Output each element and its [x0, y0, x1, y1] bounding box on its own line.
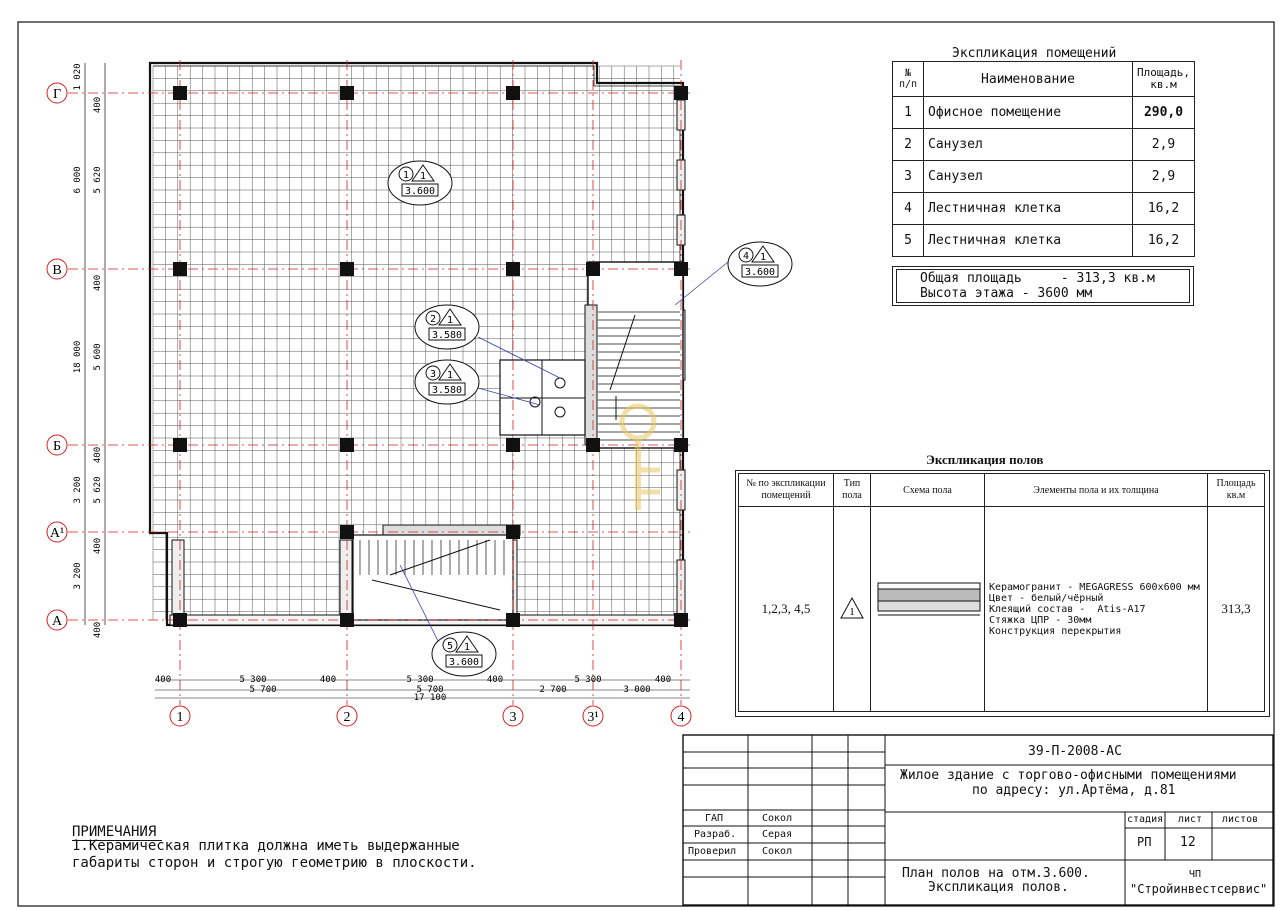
floor-mark-type: 1	[759, 252, 767, 263]
staff-name-2: Серая	[762, 829, 793, 840]
staff-role-2: Разраб.	[694, 829, 737, 840]
dim-text-bottom-2: 5 700	[249, 685, 277, 695]
dim-text-bottom-1: 400	[154, 675, 172, 685]
axis-label-row: А¹	[49, 526, 65, 541]
rooms-row-5-num: 5	[893, 225, 924, 257]
axis-label-row: В	[52, 263, 62, 278]
org-line-2: "Стройинвестсервис"	[1130, 882, 1268, 896]
project-title-1: Жилое здание с торгово-офисными помещениями	[900, 768, 1237, 783]
dim-text-bottom-1: 400	[319, 675, 337, 685]
project-title-2: по адресу: ул.Артёма, д.81	[972, 783, 1176, 798]
floor-mark-type: 1	[446, 370, 454, 381]
dim-text-left-outer: 3 200	[73, 476, 83, 504]
dim-text-bottom-2: 3 000	[623, 685, 651, 695]
rooms-row-4-area: 16,2	[1133, 193, 1195, 225]
floor-element-3: Клеящий состав - Atis-A17	[989, 603, 1146, 615]
rooms-row-3-area: 2,9	[1133, 161, 1195, 193]
axis-label-col: 1	[176, 710, 184, 725]
floors-row-rooms: 1,2,3, 4,5	[739, 507, 834, 712]
rooms-row-3-name: Санузел	[924, 161, 1133, 193]
floor-mark-level: 3.600	[448, 657, 480, 668]
dim-text-left-inner: 5 600	[93, 343, 103, 371]
axis-label-row: А	[51, 614, 63, 629]
floor-mark-num: 3	[429, 369, 437, 380]
floor-mark-type: 1	[446, 315, 454, 326]
floor-mark-num: 1	[402, 170, 410, 181]
rooms-header-area: Площадь, кв.м	[1133, 62, 1195, 97]
project-code: 39-П-2008-АС	[1028, 744, 1122, 759]
dim-text-left-inner: 5 620	[93, 166, 103, 194]
dim-text-left-inner: 400	[93, 446, 103, 464]
rooms-row-2-num: 2	[893, 129, 924, 161]
notes-line-1: 1.Керамическая плитка должна иметь выдержанные	[72, 838, 460, 854]
floor-element-4: Стяжка ЦПР - 30мм	[989, 614, 1092, 626]
rooms-row-4-name: Лестничная клетка	[924, 193, 1133, 225]
floors-header-type: Тип пола	[834, 474, 871, 507]
dim-text-bottom-1: 400	[486, 675, 504, 685]
staff-name-1: Сокол	[762, 813, 793, 824]
floor-mark-level: 3.580	[431, 385, 463, 396]
dim-text-left-inner: 5 620	[93, 476, 103, 504]
floors-row-area: 313,3	[1208, 507, 1265, 712]
dim-text-left-outer: 3 200	[73, 562, 83, 590]
dim-text-bottom-1: 5 300	[239, 675, 267, 685]
axis-label-row: Б	[52, 439, 62, 454]
rooms-row-2-name: Санузел	[924, 129, 1133, 161]
floor-mark-num: 5	[446, 641, 454, 652]
floor-height: Высота этажа - 3600 мм	[920, 286, 1093, 301]
floors-header-rooms: № по экспликации помещений	[739, 474, 834, 507]
dim-text-left-inner: 400	[93, 621, 103, 639]
sheet-label: лист	[1178, 814, 1203, 825]
floor-mark-num: 4	[742, 251, 750, 262]
floor-element-5: Конструкция перекрытия	[989, 625, 1122, 637]
floor-mark-num: 2	[429, 314, 437, 325]
rooms-row-3-num: 3	[893, 161, 924, 193]
rooms-row-1-area: 290,0	[1133, 97, 1195, 129]
floor-mark-level: 3.580	[431, 330, 463, 341]
stage-label: стадия	[1127, 814, 1164, 825]
notes-title: ПРИМЕЧАНИЯ	[72, 824, 162, 841]
floor-element-2: Цвет - белый/чёрный	[989, 592, 1104, 604]
dim-text-left-inner: 400	[93, 274, 103, 292]
floor-mark-level: 3.600	[404, 186, 436, 197]
floors-header-scheme: Схема пола	[871, 474, 985, 507]
axis-label-row: Г	[52, 87, 62, 102]
dim-text-bottom-1: 400	[654, 675, 672, 685]
floor-mark-type: 1	[419, 171, 427, 182]
axis-label-col: 3¹	[587, 710, 599, 725]
sheet-value: 12	[1180, 835, 1196, 850]
rooms-row-1-num: 1	[893, 97, 924, 129]
rooms-header-name: Наименование	[924, 62, 1133, 97]
dim-text-left-outer: 6 000	[73, 166, 83, 194]
floor-mark-level: 3.600	[744, 267, 776, 278]
rooms-row-5-name: Лестничная клетка	[924, 225, 1133, 257]
dim-text-bottom-2: 2 700	[539, 685, 567, 695]
sheets-label: листов	[1222, 814, 1259, 825]
staff-role-3: Проверил	[688, 846, 737, 857]
drawing-title-2: Экспликация полов.	[928, 880, 1069, 895]
floors-header-elements: Элементы пола и их толщина	[985, 474, 1208, 507]
org-line-1: ЧП	[1189, 869, 1202, 880]
dim-text-left-outer: 18 000	[73, 340, 83, 374]
dim-text-left-outer: 1 020	[73, 63, 83, 91]
dim-text-bottom-2: 5 700	[416, 685, 444, 695]
rooms-row-4-num: 4	[893, 193, 924, 225]
rooms-row-5-area: 16,2	[1133, 225, 1195, 257]
axis-label-col: 3	[509, 710, 517, 725]
floor-type-triangle-text: 1	[849, 605, 855, 618]
dim-text-bottom-1: 5 300	[406, 675, 434, 685]
staff-name-3: Сокол	[762, 846, 793, 857]
floors-header-area: Площадь кв.м	[1208, 474, 1265, 507]
drawing-title-1: План полов на отм.3.600.	[902, 866, 1090, 881]
dim-text-left-inner: 400	[93, 537, 103, 555]
rooms-row-2-area: 2,9	[1133, 129, 1195, 161]
axis-label-col: 2	[343, 710, 351, 725]
staff-role-1: ГАП	[705, 813, 724, 824]
floor-mark-type: 1	[463, 642, 471, 653]
floor-element-1: Керамогранит - MEGAGRESS 600х600 мм	[989, 581, 1200, 593]
rooms-header-num: № п/п	[893, 62, 924, 97]
dim-text-left-inner: 400	[93, 96, 103, 114]
dim-text-bottom-total: 17 100	[413, 693, 447, 703]
notes-line-2: габариты сторон и строгую геометрию в плоскости.	[72, 855, 477, 871]
axis-label-col: 4	[677, 710, 685, 725]
floors-table-title: Экспликация полов	[926, 452, 1044, 467]
rooms-row-1-name: Офисное помещение	[924, 97, 1133, 129]
total-area: Общая площадь - 313,3 кв.м	[920, 271, 1155, 286]
stage-value: РП	[1137, 835, 1152, 849]
dim-text-bottom-1: 5 300	[574, 675, 602, 685]
rooms-table-title: Экспликация помещений	[952, 46, 1117, 61]
